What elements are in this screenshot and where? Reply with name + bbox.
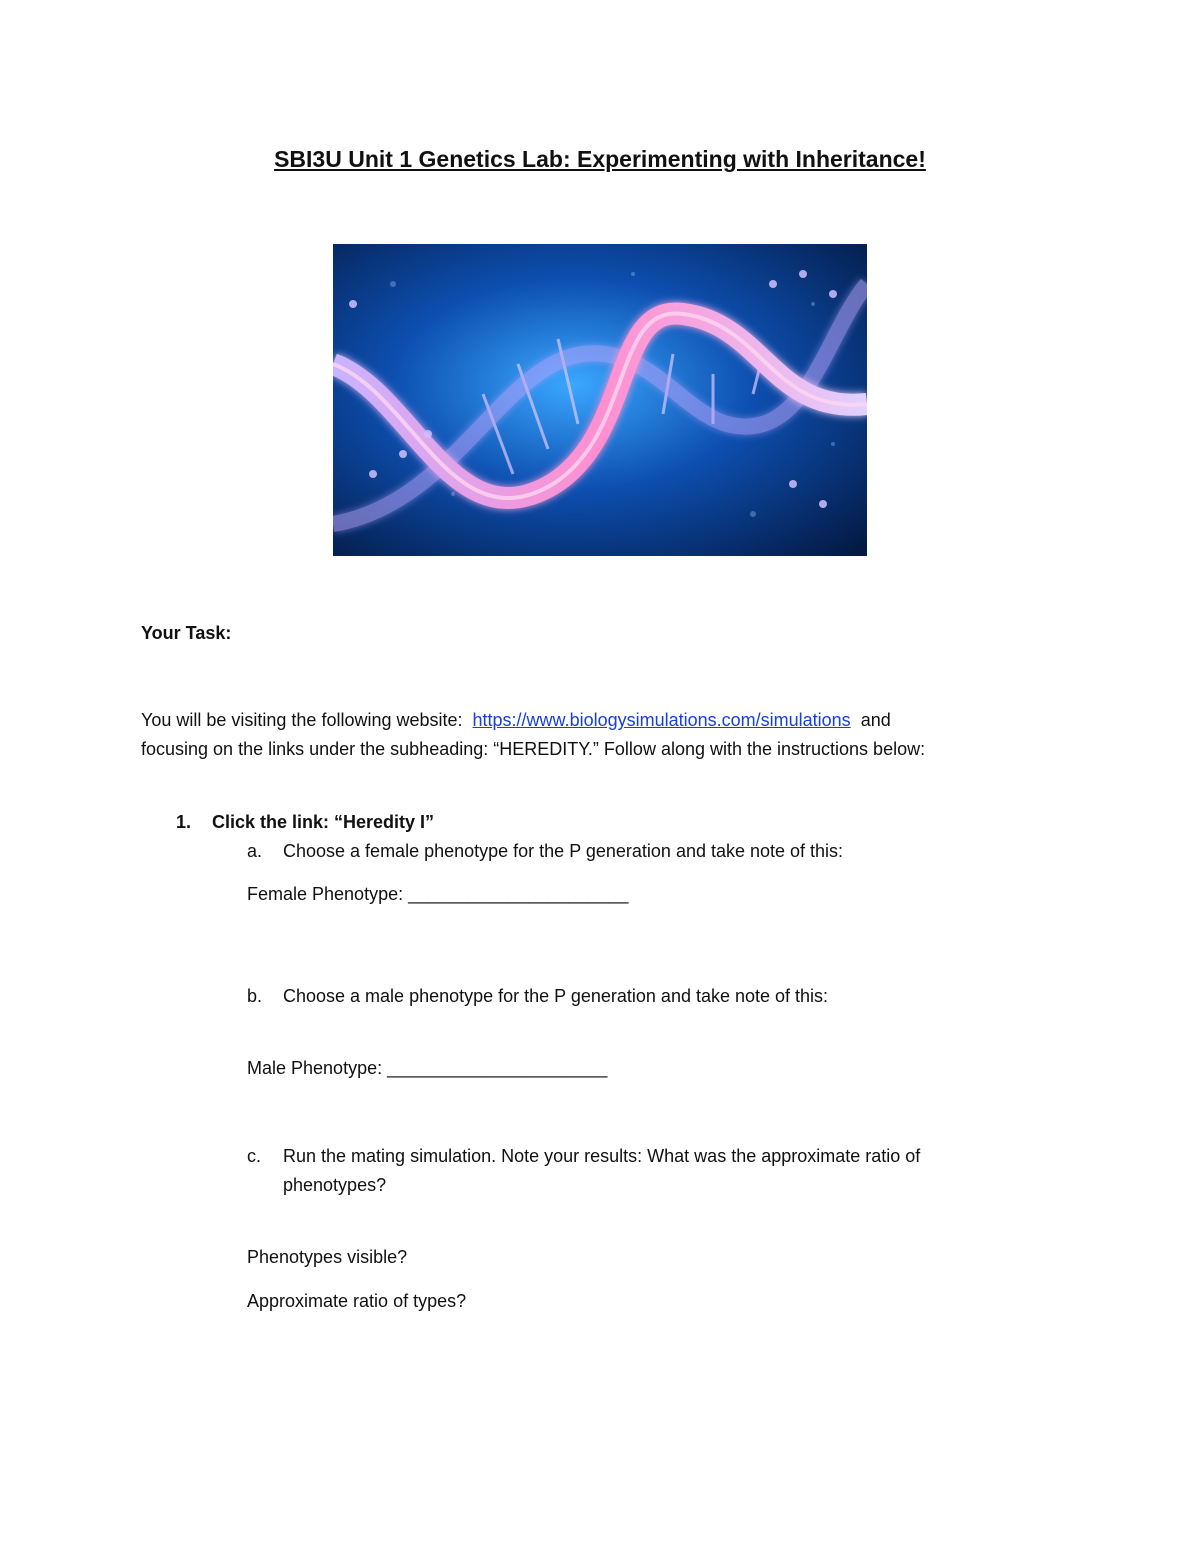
task-heading: Your Task: [141, 623, 232, 643]
dna-helix-illustration [333, 244, 867, 556]
step-1-label: Click the link: “Heredity I” [212, 812, 435, 832]
page-title: SBI3U Unit 1 Genetics Lab: Experimenting with Inheritance! [274, 146, 926, 172]
female-phenotype-label: Female Phenotype: [247, 884, 404, 904]
step-1-number: 1. [176, 812, 192, 832]
male-phenotype-field [247, 1058, 607, 1079]
substep-c-letter: c. [247, 1146, 262, 1166]
substep-b-letter: b. [247, 986, 263, 1006]
substep-b-text: Choose a male phenotype for the P generation and take note of this: [283, 986, 829, 1006]
female-phenotype-field [247, 884, 628, 905]
task-intro-prefix: You will be visiting the following website: [141, 710, 463, 730]
approximate-ratio-question: Approximate ratio of types? [247, 1291, 467, 1311]
female-phenotype-blank: ______________________ [408, 884, 629, 904]
task-intro-line1 [141, 710, 891, 731]
male-phenotype-blank: ______________________ [387, 1058, 608, 1078]
substep-a-letter: a. [247, 841, 263, 861]
male-phenotype-label: Male Phenotype: [247, 1058, 383, 1078]
task-intro-line2: focusing on the links under the subheading: “HEREDITY.” Follow along with the instructions below: [141, 739, 926, 759]
phenotypes-visible-question: Phenotypes visible? [247, 1247, 408, 1267]
dna-helix-image [333, 244, 867, 556]
substep-c-text-line2: phenotypes? [283, 1175, 387, 1195]
substep-c-text-line1: Run the mating simulation. Note your results: What was the approximate ratio of [283, 1146, 921, 1166]
task-intro-suffix: and [860, 710, 891, 730]
substep-a-text: Choose a female phenotype for the P generation and take note of this: [283, 841, 844, 861]
simulations-website-link[interactable]: https://www.biologysimulations.com/simulations [472, 710, 851, 730]
